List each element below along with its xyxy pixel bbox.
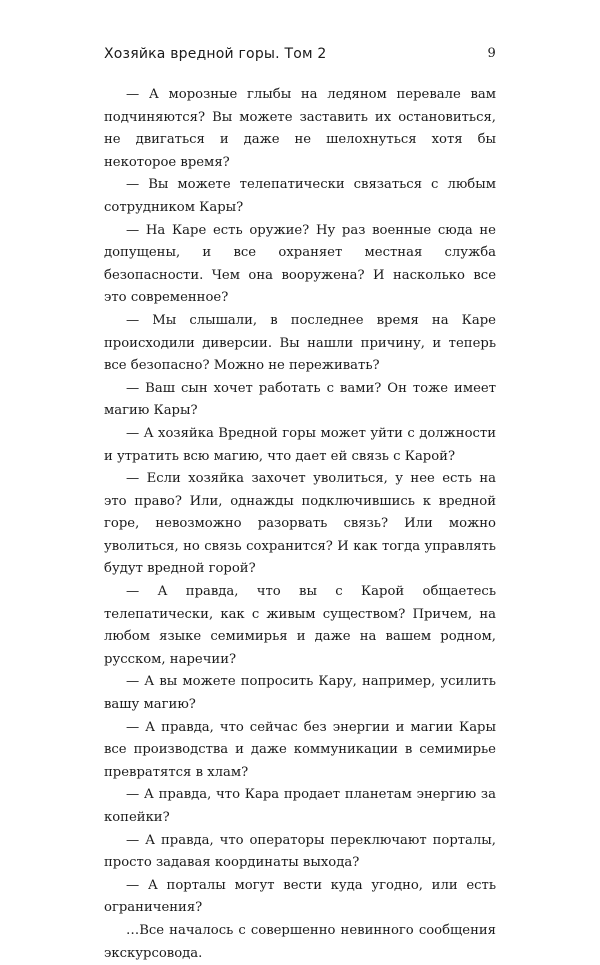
running-head: [104, 46, 496, 70]
paragraph: …Все началось с совершенно невинного сообщения экскурсовода.: [104, 922, 496, 961]
paragraph: — А правда, что операторы переключают порталы, просто задавая координаты выхода?: [104, 832, 496, 871]
paragraph: — А хозяйка Вредной горы может уйти с должности и утратить всю магию, что дает ей связь с Карой?: [104, 425, 496, 464]
paragraph: — Если хозяйка захочет уволиться, у нее есть на это право? Или, однажды подключившись к вредной горе, невозможно разорвать связь? Или можно уволиться, но связь сохранится? И как тогда управлять будут вредной горой?: [104, 471, 496, 577]
paragraph: — А правда, что Кара продает планетам энергию за копейки?: [104, 787, 496, 825]
body-text: [104, 84, 496, 965]
paragraph: — Ваш сын хочет работать с вами? Он тоже имеет магию Кары?: [104, 380, 496, 419]
paragraph: — А правда, что вы с Карой общаетесь телепатически, как с живым существом? Причем, на любом языке семимирья и даже на вашем родном, русском, наречии?: [104, 584, 496, 667]
paragraph: — А порталы могут вести куда угодно, или есть ограничения?: [104, 877, 496, 916]
running-title: Хозяйка вредной горы. Том 2: [104, 46, 327, 62]
page-number: 9: [487, 46, 496, 61]
paragraph: — А вы можете попросить Кару, например, усилить вашу магию?: [104, 674, 496, 713]
paragraph: — А морозные глыбы на ледяном перевале вам подчиняются? Вы можете заставить их остановиться, не двигаться и даже не шелохнуться хотя бы некоторое время?: [104, 87, 496, 170]
paragraph: — А правда, что сейчас без энергии и магии Кары все производства и даже коммуникации в семимирье превратятся в хлам?: [104, 719, 496, 780]
paragraph: — Мы слышали, в последнее время на Каре происходили диверсии. Вы нашли причину, и теперь все безопасно? Можно не переживать?: [104, 312, 496, 374]
paragraph: — На Каре есть оружие? Ну раз военные сюда не допущены, и все охраняет местная служба безопасности. Чем она вооружена? И насколько все это современное?: [104, 222, 496, 306]
paragraph: — Вы можете телепатически связаться с любым сотрудником Кары?: [104, 177, 496, 215]
